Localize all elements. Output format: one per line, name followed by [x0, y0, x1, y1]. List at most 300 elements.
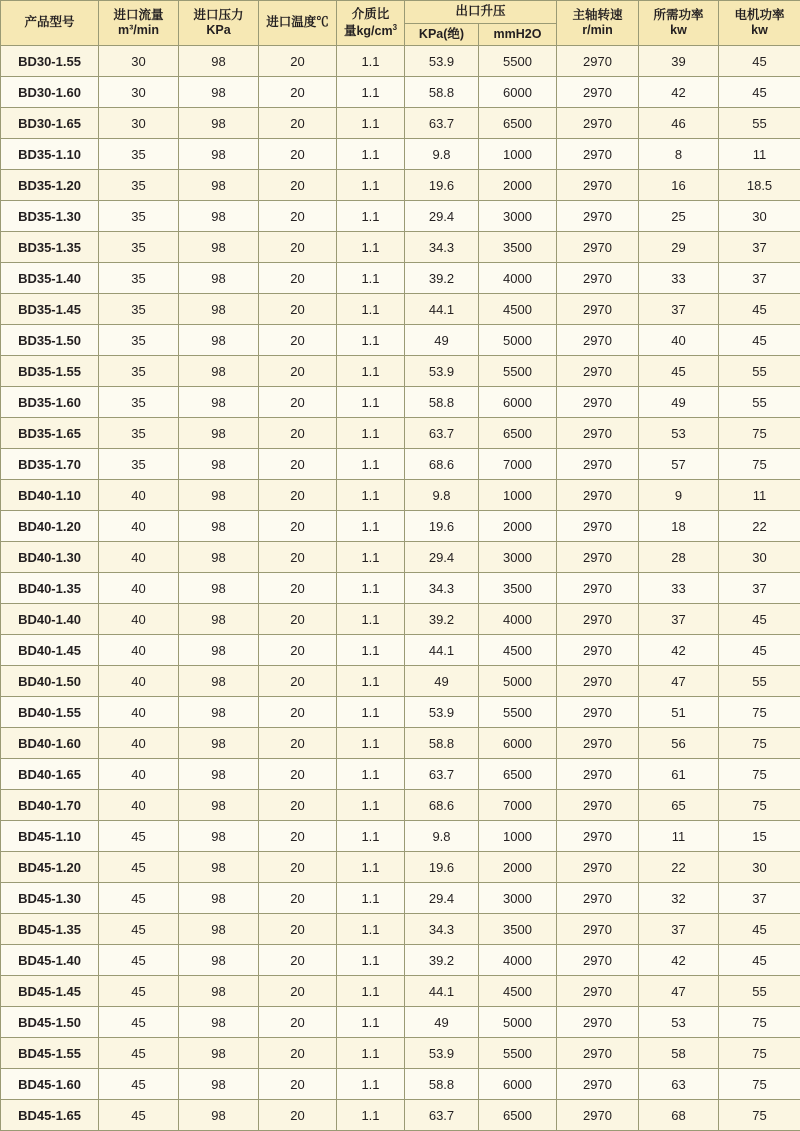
cell-value: 35	[99, 232, 179, 263]
cell-value: 11	[639, 821, 719, 852]
cell-value: 20	[259, 387, 337, 418]
cell-value: 55	[719, 976, 800, 1007]
cell-model: BD40-1.45	[1, 635, 99, 666]
cell-value: 49	[639, 387, 719, 418]
cell-model: BD40-1.40	[1, 604, 99, 635]
header-motor-power	[719, 1, 800, 46]
cell-model: BD45-1.35	[1, 914, 99, 945]
cell-value: 19.6	[405, 511, 479, 542]
cell-value: 40	[99, 604, 179, 635]
cell-value: 1000	[479, 480, 557, 511]
cell-value: 1.1	[337, 1100, 405, 1131]
cell-value: 1.1	[337, 387, 405, 418]
cell-value: 53.9	[405, 356, 479, 387]
cell-value: 63.7	[405, 759, 479, 790]
header-medium-ratio-unit-text: 量kg/cm	[343, 23, 393, 38]
cell-value: 98	[179, 263, 259, 294]
cell-model: BD40-1.65	[1, 759, 99, 790]
cell-value: 98	[179, 697, 259, 728]
cell-value: 35	[99, 356, 179, 387]
cell-value: 40	[99, 697, 179, 728]
cell-value: 53.9	[405, 1038, 479, 1069]
cell-value: 20	[259, 604, 337, 635]
cell-model: BD45-1.50	[1, 1007, 99, 1038]
cell-model: BD35-1.50	[1, 325, 99, 356]
cell-value: 46	[639, 108, 719, 139]
cell-model: BD40-1.70	[1, 790, 99, 821]
table-row	[1, 511, 800, 542]
cell-value: 39.2	[405, 263, 479, 294]
cell-value: 98	[179, 635, 259, 666]
cell-model: BD45-1.10	[1, 821, 99, 852]
cell-value: 98	[179, 852, 259, 883]
cell-value: 29.4	[405, 542, 479, 573]
cell-value: 2000	[479, 170, 557, 201]
cell-value: 1.1	[337, 945, 405, 976]
cell-value: 37	[719, 232, 800, 263]
table-row	[1, 542, 800, 573]
cell-value: 19.6	[405, 170, 479, 201]
cell-value: 20	[259, 1007, 337, 1038]
header-outlet-kpa: KPa(绝)	[405, 23, 479, 46]
cell-value: 20	[259, 356, 337, 387]
cell-value: 5500	[479, 356, 557, 387]
cell-value: 20	[259, 666, 337, 697]
cell-value: 2970	[557, 1007, 639, 1038]
cell-value: 2970	[557, 139, 639, 170]
cell-value: 6000	[479, 77, 557, 108]
table-row	[1, 294, 800, 325]
cell-value: 40	[99, 542, 179, 573]
header-medium-ratio-unit	[338, 23, 403, 40]
cell-value: 19.6	[405, 852, 479, 883]
cell-value: 63.7	[405, 418, 479, 449]
cell-value: 55	[719, 356, 800, 387]
table-row	[1, 170, 800, 201]
table-row	[1, 263, 800, 294]
cell-value: 75	[719, 728, 800, 759]
cell-value: 15	[719, 821, 800, 852]
cell-model: BD35-1.55	[1, 356, 99, 387]
cell-value: 37	[639, 914, 719, 945]
cell-value: 58	[639, 1038, 719, 1069]
cell-value: 58.8	[405, 77, 479, 108]
table-row	[1, 728, 800, 759]
cell-value: 98	[179, 1007, 259, 1038]
cell-value: 45	[99, 976, 179, 1007]
cell-value: 2970	[557, 356, 639, 387]
cell-value: 44.1	[405, 294, 479, 325]
cell-value: 2970	[557, 77, 639, 108]
cell-value: 9	[639, 480, 719, 511]
cell-value: 9.8	[405, 480, 479, 511]
cell-value: 1.1	[337, 976, 405, 1007]
cell-value: 45	[99, 852, 179, 883]
cell-value: 3000	[479, 542, 557, 573]
cell-value: 20	[259, 821, 337, 852]
cell-model: BD45-1.55	[1, 1038, 99, 1069]
header-inlet-pressure-label: 进口压力	[193, 7, 244, 22]
cell-value: 20	[259, 170, 337, 201]
cell-value: 20	[259, 108, 337, 139]
table-row	[1, 914, 800, 945]
cell-value: 30	[719, 542, 800, 573]
cell-model: BD30-1.60	[1, 77, 99, 108]
cell-value: 1.1	[337, 883, 405, 914]
cell-value: 45	[99, 883, 179, 914]
cell-value: 98	[179, 356, 259, 387]
cell-value: 56	[639, 728, 719, 759]
cell-value: 33	[639, 573, 719, 604]
cell-value: 45	[99, 1069, 179, 1100]
cell-value: 20	[259, 697, 337, 728]
cell-value: 63.7	[405, 108, 479, 139]
header-outlet-mmh2o: mmH2O	[479, 23, 557, 46]
cell-value: 57	[639, 449, 719, 480]
cell-model: BD45-1.40	[1, 945, 99, 976]
cell-value: 1.1	[337, 418, 405, 449]
cell-value: 2970	[557, 294, 639, 325]
cell-value: 98	[179, 418, 259, 449]
cell-value: 20	[259, 1100, 337, 1131]
cell-value: 6500	[479, 418, 557, 449]
cell-value: 7000	[479, 790, 557, 821]
cell-value: 1.1	[337, 604, 405, 635]
cell-value: 20	[259, 759, 337, 790]
table-row	[1, 790, 800, 821]
cell-value: 3500	[479, 573, 557, 604]
cell-value: 2970	[557, 573, 639, 604]
cell-value: 98	[179, 511, 259, 542]
cell-value: 40	[99, 480, 179, 511]
cell-value: 58.8	[405, 387, 479, 418]
cell-value: 98	[179, 449, 259, 480]
cell-value: 9.8	[405, 821, 479, 852]
cell-value: 37	[719, 883, 800, 914]
cell-value: 75	[719, 790, 800, 821]
cell-model: BD35-1.45	[1, 294, 99, 325]
cell-value: 55	[719, 387, 800, 418]
cell-value: 2970	[557, 387, 639, 418]
cell-value: 40	[99, 728, 179, 759]
cell-value: 20	[259, 480, 337, 511]
cell-value: 45	[719, 604, 800, 635]
cell-value: 20	[259, 77, 337, 108]
cell-model: BD35-1.30	[1, 201, 99, 232]
cell-value: 63.7	[405, 1100, 479, 1131]
cell-value: 42	[639, 635, 719, 666]
cell-value: 75	[719, 1069, 800, 1100]
cell-value: 34.3	[405, 573, 479, 604]
table-row	[1, 356, 800, 387]
header-medium-ratio-label: 介质比	[351, 6, 390, 21]
cell-value: 2970	[557, 759, 639, 790]
cell-value: 22	[719, 511, 800, 542]
cell-value: 25	[639, 201, 719, 232]
cell-value: 30	[719, 852, 800, 883]
header-motor-power-unit: kw	[751, 23, 768, 38]
table-row	[1, 1069, 800, 1100]
cell-value: 2000	[479, 852, 557, 883]
cell-value: 98	[179, 1038, 259, 1069]
cell-value: 2970	[557, 790, 639, 821]
cell-value: 53.9	[405, 46, 479, 77]
cell-value: 75	[719, 449, 800, 480]
table-row	[1, 139, 800, 170]
cell-value: 2970	[557, 914, 639, 945]
cell-value: 98	[179, 914, 259, 945]
cell-value: 98	[179, 201, 259, 232]
cell-model: BD45-1.30	[1, 883, 99, 914]
cell-value: 1.1	[337, 325, 405, 356]
cell-value: 45	[639, 356, 719, 387]
table-row	[1, 635, 800, 666]
cell-value: 35	[99, 139, 179, 170]
cell-value: 6500	[479, 759, 557, 790]
table-row	[1, 945, 800, 976]
cell-value: 18.5	[719, 170, 800, 201]
header-motor-power-label: 电机功率	[734, 7, 785, 22]
cell-value: 98	[179, 77, 259, 108]
cell-model: BD35-1.65	[1, 418, 99, 449]
cell-value: 4000	[479, 263, 557, 294]
cell-value: 2970	[557, 821, 639, 852]
header-inlet-flow-label: 进口流量	[113, 7, 164, 22]
cell-value: 58.8	[405, 728, 479, 759]
cell-value: 37	[639, 604, 719, 635]
header-shaft-speed-unit: r/min	[582, 23, 613, 38]
cell-model: BD45-1.20	[1, 852, 99, 883]
cell-value: 6000	[479, 1069, 557, 1100]
cell-value: 5500	[479, 697, 557, 728]
cell-value: 1.1	[337, 1069, 405, 1100]
cell-value: 1000	[479, 821, 557, 852]
cell-value: 68.6	[405, 449, 479, 480]
cell-value: 45	[99, 914, 179, 945]
cell-value: 1.1	[337, 139, 405, 170]
cell-value: 20	[259, 232, 337, 263]
cell-value: 2970	[557, 170, 639, 201]
cell-value: 98	[179, 108, 259, 139]
cell-value: 98	[179, 325, 259, 356]
cell-value: 33	[639, 263, 719, 294]
cell-value: 5500	[479, 46, 557, 77]
cell-value: 11	[719, 480, 800, 511]
cell-value: 6000	[479, 728, 557, 759]
cell-value: 2970	[557, 852, 639, 883]
cell-value: 20	[259, 976, 337, 1007]
cell-model: BD45-1.60	[1, 1069, 99, 1100]
table-row	[1, 418, 800, 449]
cell-value: 45	[99, 1100, 179, 1131]
cell-model: BD40-1.20	[1, 511, 99, 542]
cell-value: 6500	[479, 108, 557, 139]
cell-value: 49	[405, 1007, 479, 1038]
header-inlet-flow	[99, 1, 179, 46]
cell-model: BD35-1.40	[1, 263, 99, 294]
cell-value: 35	[99, 170, 179, 201]
cell-value: 45	[719, 77, 800, 108]
cell-value: 55	[719, 666, 800, 697]
table-row	[1, 387, 800, 418]
cell-value: 20	[259, 790, 337, 821]
header-required-power-unit: kw	[670, 23, 687, 38]
cell-model: BD35-1.60	[1, 387, 99, 418]
cell-value: 75	[719, 697, 800, 728]
cell-value: 9.8	[405, 139, 479, 170]
cell-value: 20	[259, 449, 337, 480]
cell-value: 98	[179, 480, 259, 511]
cell-value: 35	[99, 418, 179, 449]
cell-value: 1.1	[337, 1038, 405, 1069]
cell-value: 20	[259, 46, 337, 77]
cell-value: 53	[639, 1007, 719, 1038]
cell-model: BD30-1.65	[1, 108, 99, 139]
table-row	[1, 77, 800, 108]
cell-value: 2970	[557, 418, 639, 449]
cell-value: 98	[179, 728, 259, 759]
cell-value: 20	[259, 139, 337, 170]
cell-value: 98	[179, 387, 259, 418]
table-row	[1, 759, 800, 790]
cell-value: 98	[179, 666, 259, 697]
cell-value: 20	[259, 852, 337, 883]
cell-value: 20	[259, 914, 337, 945]
cell-model: BD35-1.35	[1, 232, 99, 263]
cell-value: 58.8	[405, 1069, 479, 1100]
cell-value: 1.1	[337, 728, 405, 759]
cell-value: 11	[719, 139, 800, 170]
cell-value: 1.1	[337, 294, 405, 325]
cell-value: 37	[639, 294, 719, 325]
table-row	[1, 821, 800, 852]
cell-value: 75	[719, 1038, 800, 1069]
cell-value: 3000	[479, 883, 557, 914]
cell-value: 2970	[557, 1069, 639, 1100]
cell-value: 49	[405, 325, 479, 356]
cell-value: 98	[179, 170, 259, 201]
cell-value: 4500	[479, 294, 557, 325]
cell-value: 30	[99, 77, 179, 108]
cell-value: 39	[639, 46, 719, 77]
cell-value: 1.1	[337, 1007, 405, 1038]
cell-value: 5500	[479, 1038, 557, 1069]
cell-value: 29.4	[405, 201, 479, 232]
cell-value: 20	[259, 511, 337, 542]
cell-value: 35	[99, 449, 179, 480]
cell-value: 98	[179, 294, 259, 325]
cell-value: 1000	[479, 139, 557, 170]
cell-value: 45	[99, 945, 179, 976]
cell-value: 20	[259, 418, 337, 449]
cell-value: 45	[719, 325, 800, 356]
cell-value: 30	[99, 46, 179, 77]
cell-value: 4500	[479, 635, 557, 666]
cell-value: 65	[639, 790, 719, 821]
cell-value: 5000	[479, 666, 557, 697]
cell-model: BD40-1.35	[1, 573, 99, 604]
cell-value: 1.1	[337, 821, 405, 852]
cell-value: 2970	[557, 945, 639, 976]
cell-value: 1.1	[337, 449, 405, 480]
table-row	[1, 604, 800, 635]
cell-value: 1.1	[337, 573, 405, 604]
cell-value: 2970	[557, 604, 639, 635]
cell-value: 98	[179, 945, 259, 976]
header-inlet-temperature: 进口温度℃	[259, 1, 337, 46]
cell-value: 34.3	[405, 232, 479, 263]
table-row	[1, 108, 800, 139]
table-row	[1, 325, 800, 356]
table-header	[1, 1, 800, 46]
cell-value: 98	[179, 139, 259, 170]
cell-value: 3500	[479, 914, 557, 945]
cell-value: 2970	[557, 728, 639, 759]
cell-value: 1.1	[337, 77, 405, 108]
cell-value: 40	[99, 511, 179, 542]
cell-value: 1.1	[337, 201, 405, 232]
header-model: 产品型号	[1, 1, 99, 46]
cell-value: 22	[639, 852, 719, 883]
cell-model: BD40-1.30	[1, 542, 99, 573]
cell-value: 35	[99, 294, 179, 325]
cell-value: 45	[719, 294, 800, 325]
cell-value: 2970	[557, 976, 639, 1007]
cell-value: 98	[179, 604, 259, 635]
table-row	[1, 666, 800, 697]
table-row	[1, 883, 800, 914]
table-row	[1, 697, 800, 728]
cell-value: 98	[179, 883, 259, 914]
cell-value: 35	[99, 387, 179, 418]
cell-value: 2970	[557, 232, 639, 263]
cell-value: 35	[99, 201, 179, 232]
cell-value: 68	[639, 1100, 719, 1131]
cell-value: 35	[99, 325, 179, 356]
cell-value: 1.1	[337, 914, 405, 945]
cell-value: 37	[719, 263, 800, 294]
cell-value: 42	[639, 77, 719, 108]
cell-value: 98	[179, 542, 259, 573]
cell-value: 1.1	[337, 480, 405, 511]
cell-value: 2970	[557, 46, 639, 77]
cell-value: 30	[99, 108, 179, 139]
cell-value: 42	[639, 945, 719, 976]
cell-value: 2970	[557, 263, 639, 294]
cell-model: BD40-1.50	[1, 666, 99, 697]
cell-value: 45	[99, 821, 179, 852]
cell-value: 40	[99, 635, 179, 666]
cell-value: 2000	[479, 511, 557, 542]
cell-value: 20	[259, 201, 337, 232]
cell-model: BD45-1.45	[1, 976, 99, 1007]
cell-value: 4500	[479, 976, 557, 1007]
cell-value: 2970	[557, 325, 639, 356]
cell-value: 8	[639, 139, 719, 170]
cell-model: BD45-1.65	[1, 1100, 99, 1131]
cell-model: BD40-1.60	[1, 728, 99, 759]
cell-value: 1.1	[337, 232, 405, 263]
cell-value: 1.1	[337, 790, 405, 821]
table-row	[1, 449, 800, 480]
cell-value: 40	[99, 790, 179, 821]
cell-value: 37	[719, 573, 800, 604]
cell-value: 20	[259, 728, 337, 759]
cell-value: 1.1	[337, 542, 405, 573]
cell-value: 75	[719, 1100, 800, 1131]
cell-value: 68.6	[405, 790, 479, 821]
cell-value: 40	[99, 759, 179, 790]
